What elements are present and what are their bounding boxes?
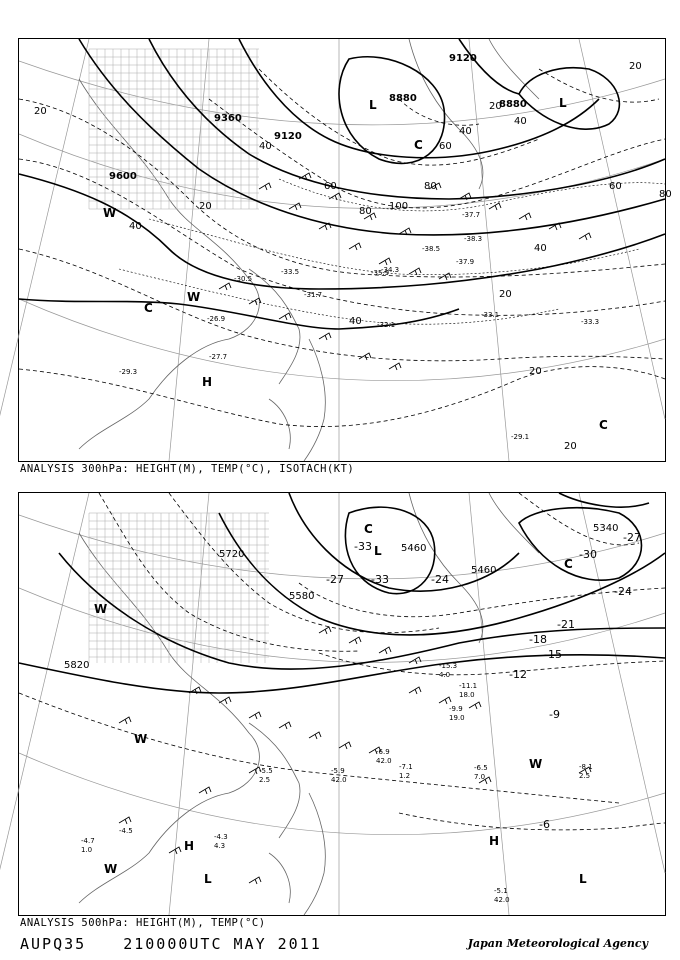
station-label: 2.5 <box>579 772 591 780</box>
temp-label: -26.9 <box>207 315 226 323</box>
wind-barb <box>379 258 391 265</box>
station-label: 42.0 <box>494 896 510 904</box>
station-label: -6.9 <box>376 748 390 756</box>
caption-300hpa: ANALYSIS 300hPa: HEIGHT(M), TEMP(°C), ISOTACH(KT) <box>20 463 355 475</box>
wind-barb <box>119 817 131 824</box>
station-label: -8.1 <box>579 763 593 771</box>
height-label: 5340 <box>593 523 619 534</box>
height-label: 5460 <box>471 565 497 576</box>
pressure-center-label: L <box>374 544 382 558</box>
isotach-label: 20 <box>499 289 512 300</box>
wind-barb <box>389 363 401 370</box>
temp-label: -33.5 <box>281 268 300 276</box>
temp-label: -33.1 <box>481 311 500 319</box>
height-label: 8880 <box>499 99 527 110</box>
isotach-label: 80 <box>659 189 672 200</box>
isotach-label: 40 <box>259 141 272 152</box>
hatch-zone-500 <box>89 513 269 663</box>
chart-500hpa <box>18 492 666 916</box>
isotherm-label: -27 <box>326 573 344 586</box>
isotherm-label: -21 <box>557 618 575 631</box>
wind-barb <box>409 268 421 275</box>
temp-label: -38.5 <box>422 245 441 253</box>
wind-barb <box>319 627 331 634</box>
isotach-label: 40 <box>514 116 527 127</box>
station-label: -9.9 <box>449 705 463 713</box>
isotach-label: 20 <box>199 201 212 212</box>
station-label: -5.1 <box>494 887 508 895</box>
wind-barb <box>469 702 481 709</box>
pressure-center-label: W <box>187 290 201 304</box>
pressure-center-label: W <box>529 757 543 771</box>
pressure-center-label: L <box>369 98 377 112</box>
pressure-center-label: L <box>204 872 212 886</box>
isotach-label: 40 <box>129 221 142 232</box>
isotach-label: 20 <box>564 441 577 452</box>
isotherm-label: -18 <box>529 633 547 646</box>
caption-500hpa: ANALYSIS 500hPa: HEIGHT(M), TEMP(°C) <box>20 917 266 929</box>
height-label: 5580 <box>289 591 315 602</box>
wind-barb <box>279 313 291 320</box>
isotherm-label: -30 <box>579 548 597 561</box>
pressure-center-label: W <box>104 862 118 876</box>
station-label: 4.3 <box>214 842 226 850</box>
station-label: -5.5 <box>259 767 273 775</box>
station-label: 1.0 <box>81 846 93 854</box>
isotach-label: 80 <box>359 206 372 217</box>
isotherm-label: -33 <box>371 573 389 586</box>
wind-barb <box>319 333 331 340</box>
temp-label: -33.3 <box>581 318 600 326</box>
station-label: -4.7 <box>81 837 95 845</box>
isotach-label: 40 <box>534 243 547 254</box>
pressure-center-label: C <box>364 522 373 536</box>
temp-label: -29.1 <box>511 433 530 441</box>
wind-barb <box>279 722 291 729</box>
analysis-datetime: 210000UTC MAY 2011 <box>123 935 322 953</box>
wind-barb <box>519 213 531 220</box>
wind-barb <box>249 877 261 884</box>
station-label: -15.3 <box>439 662 458 670</box>
footer-identifier <box>20 935 348 953</box>
chart-300hpa <box>18 38 672 462</box>
station-label: 42.0 <box>331 776 347 784</box>
chart-500hpa-map <box>19 493 665 915</box>
wind-barb <box>119 717 131 724</box>
station-label: -5.9 <box>331 767 345 775</box>
station-label: -11.1 <box>459 682 478 690</box>
height-label: 5720 <box>219 549 245 560</box>
temp-label: -35.9 <box>371 269 390 277</box>
pressure-center-label: H <box>489 834 500 848</box>
temp-label: -32.1 <box>377 321 396 329</box>
station-label: -4.5 <box>119 827 133 835</box>
temp-label: -27.7 <box>209 353 228 361</box>
temp-label: -38.3 <box>464 235 483 243</box>
wind-barb <box>219 283 231 290</box>
pressure-center-label: C <box>599 418 608 432</box>
wind-barb <box>489 203 501 210</box>
chart-300hpa-map <box>19 39 672 461</box>
isotherm-label: -15 <box>544 648 562 661</box>
pressure-center-label: H <box>184 839 195 853</box>
wind-barb <box>379 647 391 654</box>
isotherm-label: -24 <box>431 573 449 586</box>
isotach-label: 20 <box>529 366 542 377</box>
station-label: -6.5 <box>474 764 488 772</box>
temp-label: -34.3 <box>381 266 400 274</box>
temp-label: -37.7 <box>462 211 481 219</box>
wind-barb <box>199 787 211 794</box>
wind-barb <box>249 712 261 719</box>
height-label: 8880 <box>389 93 417 104</box>
isotach-label: 20 <box>489 101 502 112</box>
pressure-center-label: C <box>414 138 423 152</box>
agency-name: Japan Meteorological Agency <box>467 937 648 950</box>
height-label: 9120 <box>274 131 302 142</box>
wind-barb <box>439 697 451 704</box>
wind-barb <box>409 657 421 664</box>
station-label: 18.0 <box>459 691 475 699</box>
isotach-label: 20 <box>34 106 47 117</box>
temp-label: -37.9 <box>456 258 475 266</box>
height-label: 5460 <box>401 543 427 554</box>
isotherm-label: -6 <box>539 818 550 831</box>
wind-barb <box>339 742 351 749</box>
height-label: 5820 <box>64 660 90 671</box>
pressure-center-label: L <box>559 96 567 110</box>
isotherm-label: -12 <box>509 668 527 681</box>
isotach-label: 80 <box>424 181 437 192</box>
isotach-label: 40 <box>459 126 472 137</box>
station-label: 2.5 <box>259 776 271 784</box>
isotherm-label: -33 <box>354 540 372 553</box>
station-label: 4.0 <box>439 671 451 679</box>
coastline-500 <box>79 493 539 915</box>
station-label: 19.0 <box>449 714 465 722</box>
station-label: -4.3 <box>214 833 228 841</box>
labels-500 <box>64 522 641 904</box>
station-label: -7.1 <box>399 763 413 771</box>
product-code: AUPQ35 <box>20 935 87 953</box>
isotach-label: 60 <box>439 141 452 152</box>
station-label: 1.2 <box>399 772 411 780</box>
station-label: 42.0 <box>376 757 392 765</box>
height-label: 9600 <box>109 171 137 182</box>
pressure-center-label: W <box>94 602 108 616</box>
wind-barb <box>309 732 321 739</box>
wind-barb <box>439 273 451 280</box>
height-label: 9360 <box>214 113 242 124</box>
isotherm-label: -24 <box>614 585 632 598</box>
isotherm-label: -27 <box>623 531 641 544</box>
wind-barb <box>349 243 361 250</box>
wind-barb <box>579 233 591 240</box>
height-contours-300 <box>19 39 665 329</box>
isotach-label: 40 <box>349 316 362 327</box>
hatch-zone-300 <box>89 49 259 209</box>
pressure-center-label: H <box>202 375 213 389</box>
coastline-300 <box>79 39 539 461</box>
pressure-center-label: C <box>144 301 153 315</box>
pressure-center-label: W <box>134 732 148 746</box>
temp-label: -31.7 <box>304 291 323 299</box>
isotach-label: 60 <box>324 181 337 192</box>
wind-barb <box>259 183 271 190</box>
pressure-center-label: C <box>564 557 573 571</box>
isotach-label: 60 <box>609 181 622 192</box>
pressure-center-label: L <box>579 872 587 886</box>
isotherm-label: -9 <box>549 708 560 721</box>
temp-label: -30.5 <box>234 275 253 283</box>
station-label: 7.0 <box>474 773 486 781</box>
isotach-label: 20 <box>629 61 642 72</box>
height-label: 9120 <box>449 53 477 64</box>
wind-barb <box>409 687 421 694</box>
wind-barb <box>349 637 361 644</box>
isotach-label: 100 <box>389 201 409 212</box>
temp-label: -29.3 <box>119 368 138 376</box>
pressure-center-label: W <box>103 206 117 220</box>
